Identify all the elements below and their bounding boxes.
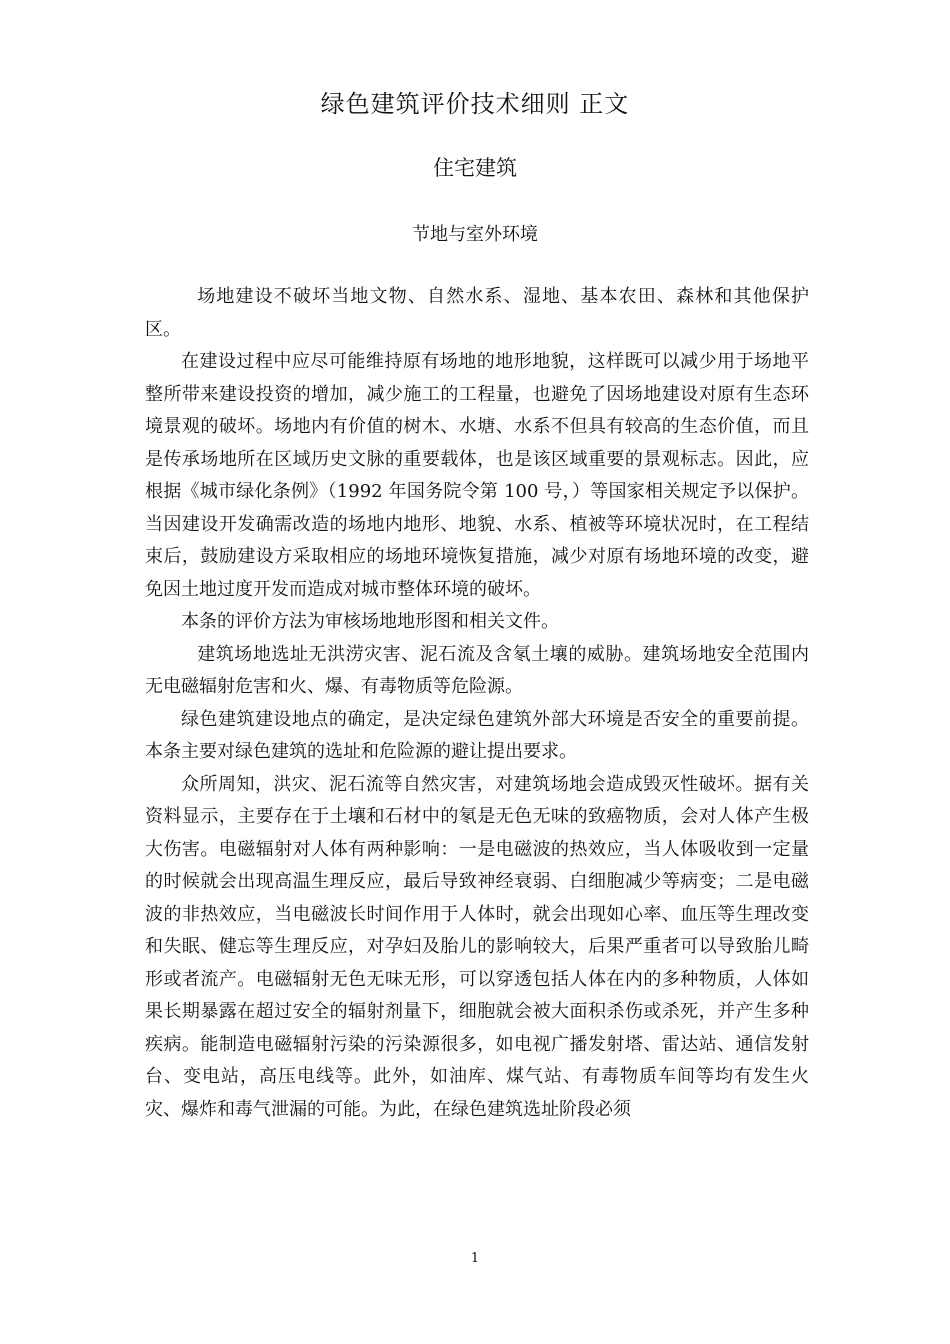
paragraph-site-selection: 绿色建筑建设地点的确定，是决定绿色建筑外部大环境是否安全的重要前提。本条主要对绿色建筑的选址和危险源的避让提出要求。	[145, 708, 809, 762]
paragraph-site-safety: 建筑场地选址无洪涝灾害、泥石流及含氡土壤的威胁。建筑场地安全范围内无电磁辐射危害和火、爆、有毒物质等危险源。	[145, 643, 809, 697]
page-number: 1	[470, 1251, 480, 1266]
body-text	[145, 281, 809, 1126]
paragraph-site-protection: 场地建设不破坏当地文物、自然水系、湿地、基本农田、森林和其他保护区。	[145, 286, 809, 340]
paragraph-terrain-preservation: 在建设过程中应尽可能维持原有场地的地形地貌，这样既可以减少用于场地平整所带来建设投资的增加，减少施工的工程量，也避免了因场地建设对原有生态环境景观的破坏。场地内有价值的树木、水塘、水系不但具有较高的生态价值，而且是传承场地所在区域历史文脉的重要载体，也是该区域重要的景观标志。因此，应根据《城市绿化条例》（1992 年国务院令第 100 号，）等国家相关规定予以保护。当因建设开发确需改造的场地内地形、地貌、水系、植被等环境状况时，在工程结束后，鼓励建设方采取相应的场地环境恢复措施，减少对原有场地环境的改变，避免因土地过度开发而造成对城市整体环境的破坏。	[145, 351, 809, 600]
paragraph-hazards: 众所周知，洪灾、泥石流等自然灾害，对建筑场地会造成毁灭性破坏。据有关资料显示，主要存在于土壤和石材中的氡是无色无味的致癌物质，会对人体产生极大伤害。电磁辐射对人体有两种影响：一是电磁波的热效应，当人体吸收到一定量的时候就会出现高温生理反应，最后导致神经衰弱、白细胞减少等病变；二是电磁波的非热效应，当电磁波长时间作用于人体时，就会出现如心率、血压等生理改变和失眠、健忘等生理反应，对孕妇及胎儿的影响较大，后果严重者可以导致胎儿畸形或者流产。电磁辐射无色无味无形，可以穿透包括人体在内的多种物质，人体如果长期暴露在超过安全的辐射剂量下，细胞就会被大面积杀伤或杀死，并产生多种疾病。能制造电磁辐射污染的污染源很多，如电视广播发射塔、雷达站、通信发射台、变电站，高压电线等。此外，如油库、煤气站、有毒物质车间等均有发生火灾、爆炸和毒气泄漏的可能。为此，在绿色建筑选址阶段必须	[145, 773, 809, 1120]
document-subtitle: 住宅建筑	[433, 156, 517, 180]
paragraph-evaluation-method: 本条的评价方法为审核场地地形图和相关文件。	[181, 611, 559, 632]
document-title: 绿色建筑评价技术细则 正文	[320, 90, 630, 118]
section-heading: 节地与室外环境	[412, 224, 538, 245]
